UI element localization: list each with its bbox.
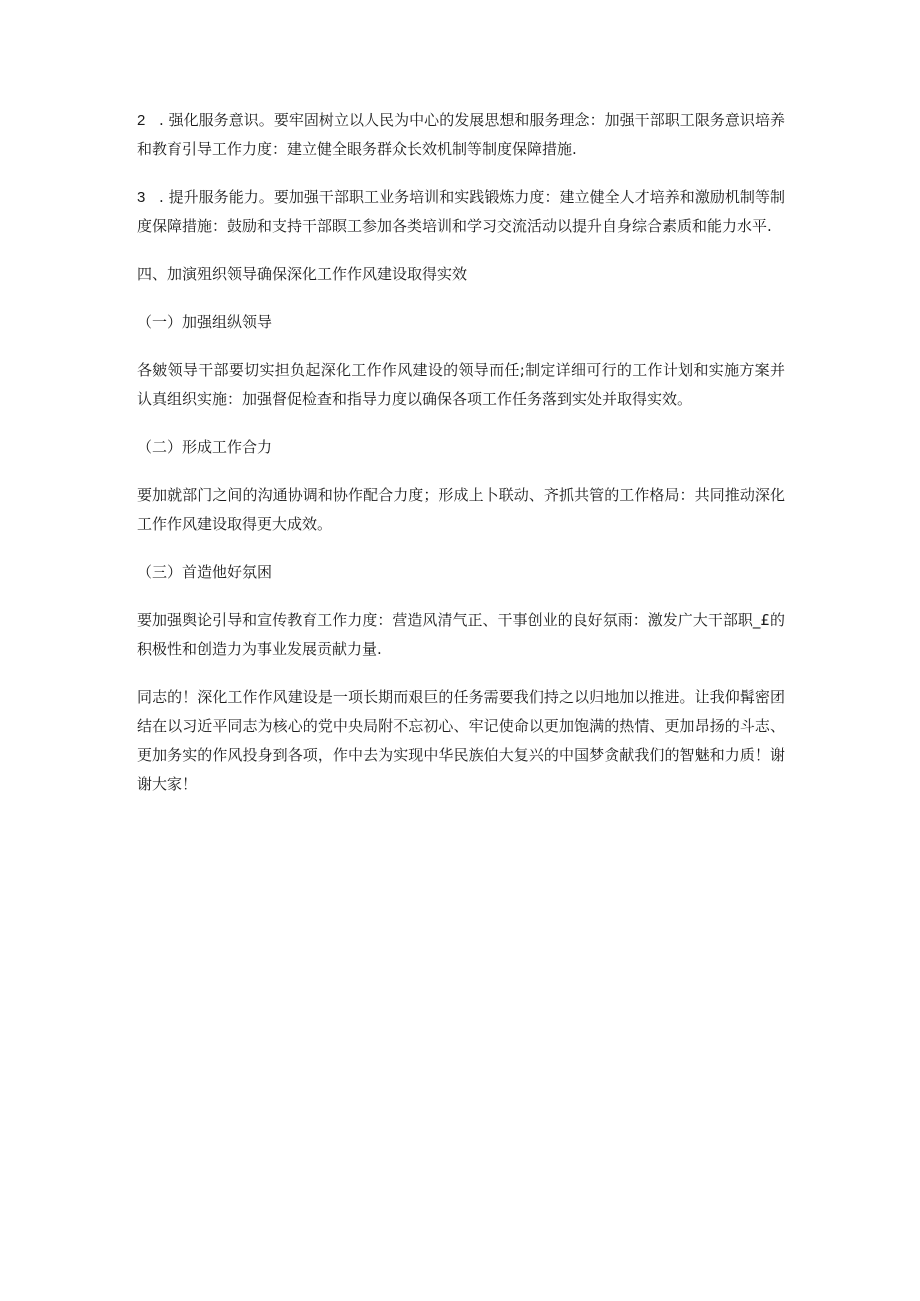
subsection-heading-3: （三）首造他好氛困: [137, 563, 273, 581]
section-heading: 四、加演殂织领导确保深化工作作风建设取得实效: [137, 265, 468, 283]
paragraph-body: 要加强舆论引导和宣传教育工作力度：营造风清气正、干事创业的良好氛雨：激发广大干部职_£的积极性和创造力为事业发展贡献力量.: [137, 611, 785, 658]
subsection-heading-2: （二）形成工作合力: [137, 438, 273, 456]
paragraph-text: . 提升服务能力。要加强干部职工业务培训和实践锻炼力度：建立健全人才培养和激励机制等制度保障措施：鼓励和支持干部瞑工参加各类培训和学习交流活动以提升自身综合素质和能力水平.: [137, 188, 785, 235]
paragraph-body: 各皴领导干部要切实担负起深化工作作风建设的领导而任;制定详细可行的工作计划和实施方案并认真组织实施：加强督促检查和指导力度以确保各项工作任务落到实处并取得实效。: [137, 361, 785, 408]
item-number: 3: [137, 189, 146, 206]
paragraph-item-3: [137, 183, 785, 241]
closing-paragraph: 同志的！深化工作作风建设是一项长期而艰巨的任务需要我们持之以归地加以推进。让我仰髯密团结在以习近平同志为核心的党中央局附不忘初心、牢记使命以更加饱满的热情、更加昂扬的斗志、更加务实的作风投身到各项，作中去为实现中华民族伯大复兴的中国梦贪献我们的智魅和力质！谢谢大家！: [137, 688, 785, 793]
document-body: [137, 106, 785, 818]
paragraph-item-2: [137, 106, 785, 164]
paragraph-text: . 强化服务意识。要牢固树立以人民为中心的发展思想和服务理念：加强干部职工限务意识培养和教育引导工作力度：建立健全眼务群众长效机制等制度保障措施.: [137, 111, 785, 158]
item-number: 2: [137, 112, 146, 129]
paragraph-body: 要加就部门之间的沟通协调和协作配合力度；形成上卜联动、齐抓共管的工作格局：共同推动深化工作作风建设取得更大成效。: [137, 486, 785, 533]
subsection-heading-1: （一）加强组纵领导: [137, 313, 273, 331]
